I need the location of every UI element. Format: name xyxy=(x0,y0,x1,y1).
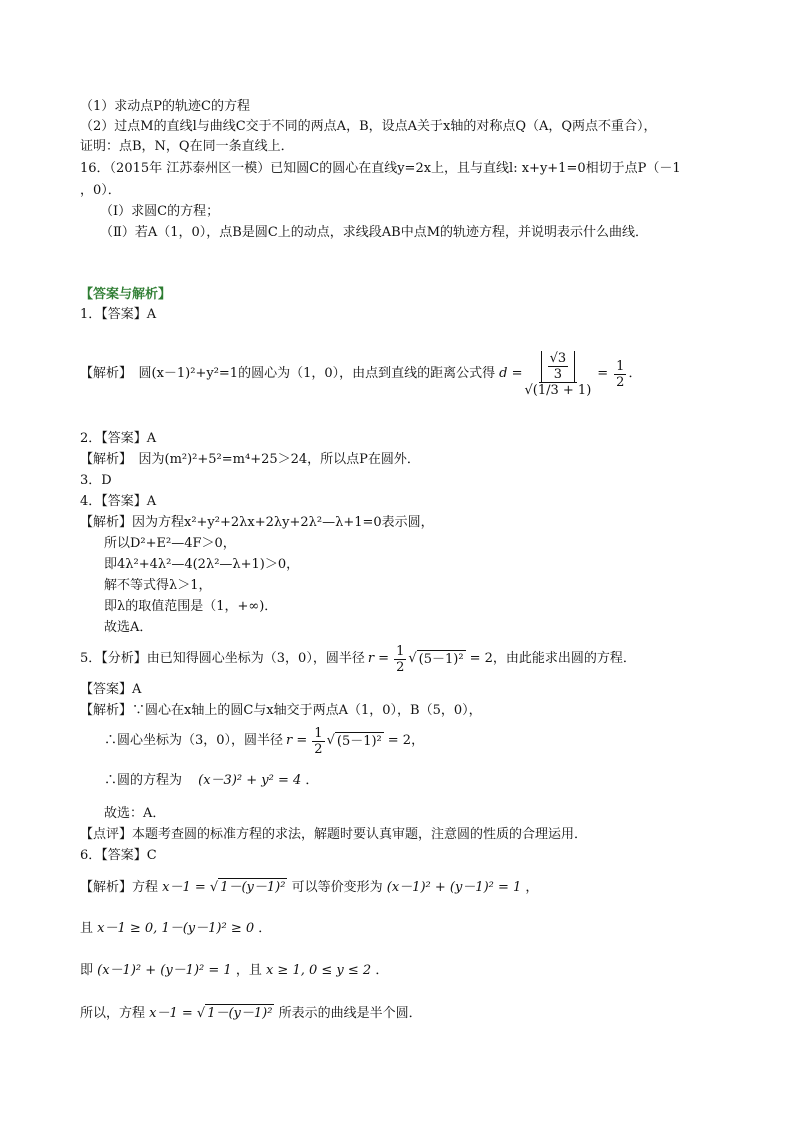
a6-text1: 【解析】方程 xyxy=(80,880,159,895)
analysis-4-line2: 所以D²+E²—4F＞0， xyxy=(104,536,236,551)
question-part1: （1）求动点P的轨迹C的方程 xyxy=(80,99,250,114)
analysis-4-line3: 即4λ²+4λ²—4(2λ²—λ+1)＞0， xyxy=(104,557,300,572)
a6-eq-left: x－1 = xyxy=(162,880,210,895)
a6-sqrt: 1－(y－1)² xyxy=(220,880,286,895)
analysis-4-line1: 【解析】因为方程x²+y²+2λx+2λy+2λ²—λ+1=0表示圆， xyxy=(80,515,434,530)
a6-sqrt-2: 1－(y－1)² xyxy=(207,1006,273,1021)
analysis-1 xyxy=(80,350,642,398)
abs-value xyxy=(541,351,576,382)
distance-symbol: d = xyxy=(499,366,523,381)
a6-and2: ，且 xyxy=(235,963,262,978)
answer-2: 2．【答案】A xyxy=(80,431,157,446)
answer-1: 1．【答案】A xyxy=(80,307,157,322)
analysis-5-line3 xyxy=(104,772,318,790)
analysis-5-line4: 故选：A． xyxy=(104,806,166,821)
three: 3 xyxy=(553,366,563,382)
a6-and: 且 xyxy=(80,921,94,936)
analysis-2: 【解析】 因为(m²)²+5²=m⁴+25＞24，所以点P在圆外． xyxy=(80,452,420,467)
equation-text: ∴圆的方程为 xyxy=(104,773,183,788)
analysis-5-line1: 【解析】∵圆心在x轴上的圆C与x轴交于两点A（1，0），B（5，0）， xyxy=(80,703,482,718)
analysis-4-line6: 故选A． xyxy=(104,620,153,635)
analysis-6-line3 xyxy=(80,962,388,980)
radius-symbol-2: r = xyxy=(286,733,308,748)
a6-ie: 即 xyxy=(80,963,94,978)
fenxi-post: ，由此能求出圆的方程． xyxy=(492,651,636,666)
answers-header: 【答案与解析】 xyxy=(80,287,172,302)
question-16-part1: （Ⅰ）求圆C的方程； xyxy=(100,204,220,219)
sqrt3-over-3 xyxy=(548,351,569,382)
radius-value: = 2 xyxy=(469,651,493,666)
a6-period2: ． xyxy=(375,963,389,978)
radius-half-2 xyxy=(312,726,324,757)
radius-sqrt: (5－1)² xyxy=(418,651,464,667)
a6-conditions: x－1 ≥ 0, 1－(y－1)² ≥ 0 xyxy=(97,921,255,936)
question-16: 16．（2015年 江苏泰州区一模）已知圆C的圆心在直线y=2x上，且与直线l: x+y+1=0相切于点P（－1 xyxy=(80,161,681,176)
radius-half-den: 2 xyxy=(396,659,405,675)
a6-period1: ． xyxy=(258,921,272,936)
radius-symbol: r = xyxy=(367,651,390,666)
equals: = xyxy=(597,366,609,381)
a6-conclusion: 所表示的曲线是半个圆． xyxy=(278,1006,422,1021)
a6-eq-left-2: x－1 = xyxy=(149,1006,197,1021)
radius-sqrt-2: (5－1)² xyxy=(336,733,382,749)
period: ． xyxy=(628,366,642,381)
half-fraction xyxy=(614,359,626,390)
analysis-5-line2: ∴圆心坐标为（3，0），圆半径 r = $\frac{1}{2}$ √ (5－1)² = 2 ， xyxy=(104,725,425,757)
analysis-5-fenxi: 5．【分析】由已知得圆心坐标为（3，0），圆半径 r = $\frac{1}{2}$ √ (5－1)² = 2 ，由此能求出圆的方程． xyxy=(80,643,636,675)
a6-so: 所以，方程 xyxy=(80,1006,146,1021)
half-denominator: 2 xyxy=(616,374,625,390)
sqrt3: √3 xyxy=(549,350,567,366)
analysis-6-line1: 【解析】方程 x－1 = √ 1－(y－1)² 可以等价变形为 (x－1)² + (y－1)² = 1 ， xyxy=(80,880,539,895)
a6-circle-eq: (x－1)² + (y－1)² = 1 xyxy=(97,963,232,978)
distance-numerator xyxy=(539,351,578,383)
circle-equation: (x－3)² + y² = 4 xyxy=(198,773,302,788)
radius-half xyxy=(394,644,406,675)
answer-3: 3．D xyxy=(80,473,112,488)
answer-6: 6．【答案】C xyxy=(80,848,157,863)
center-text: ∴圆心坐标为（3，0），圆半径 xyxy=(104,733,284,748)
a6-text2: 可以等价变形为 xyxy=(291,880,383,895)
analysis-1-text: 【解析】 圆(x－1)²+y²=1的圆心为（1，0），由点到直线的距离公式得 xyxy=(80,366,496,381)
analysis-6-line2 xyxy=(80,920,271,938)
answer-4: 4．【答案】A xyxy=(80,494,157,509)
comment-5: 【点评】本题考查圆的标准方程的求法，解题时要认真审题，注意圆的性质的合理运用． xyxy=(80,827,588,842)
analysis-4-line5: 即λ的取值范围是（1，+∞)． xyxy=(104,599,278,614)
question-16-cont: ，0）． xyxy=(80,183,121,198)
a6-eq-circle: (x－1)² + (y－1)² = 1 xyxy=(386,880,522,895)
distance-denominator: √(1/3 + 1) xyxy=(524,382,592,398)
half-numerator: 1 xyxy=(616,358,625,374)
analysis-4-line4: 解不等式得λ＞1， xyxy=(104,578,212,593)
a6-comma: ， xyxy=(525,880,539,895)
question-16-part2: （Ⅱ）若A（1，0），点B是圆C上的动点，求线段AB中点M的轨迹方程，并说明表示什么曲线． xyxy=(100,225,649,240)
question-part2-cont: 证明：点B，N，Q在同一条直线上． xyxy=(80,139,294,154)
radius-half-den-2: 2 xyxy=(314,741,323,757)
answer-5: 【答案】A xyxy=(80,682,142,697)
fenxi-text: 5．【分析】由已知得圆心坐标为（3，0），圆半径 xyxy=(80,651,365,666)
radius-value-2: = 2 xyxy=(387,733,412,748)
period-5: ． xyxy=(305,773,319,788)
distance-fraction xyxy=(524,351,591,398)
radius-half-num: 1 xyxy=(396,643,405,659)
radius-half-num-2: 1 xyxy=(314,725,323,741)
question-part2: （2）过点M的直线l与曲线C交于不同的两点A，B，设点A关于x轴的对称点Q（A，Q两点不重合）， xyxy=(80,119,657,134)
analysis-6-line4: 所以，方程 x－1 = √ 1－(y－1)² 所表示的曲线是半个圆． xyxy=(80,1006,422,1021)
a6-range: x ≥ 1, 0 ≤ y ≤ 2 xyxy=(265,963,372,978)
